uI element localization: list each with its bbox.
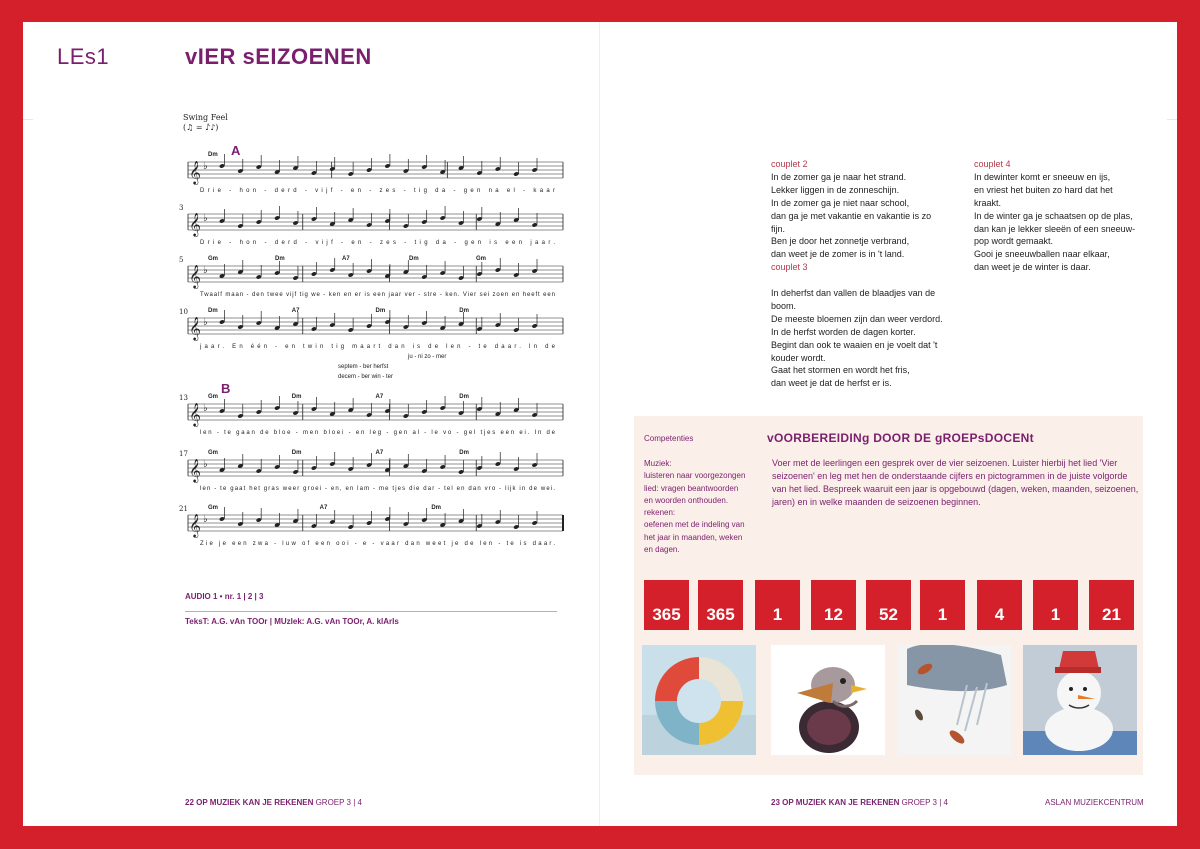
snowman-pictogram [1023,645,1137,755]
footer-group: GROEP 3 | 4 [901,798,948,807]
lyric-line: Ben je door het zonnetje verbrand, [771,236,910,247]
page-title: vIER sEIZOENEN [185,44,372,69]
chord-symbol: Dm [275,256,285,262]
treble-clef-icon: 𝄞 [189,160,201,184]
flat-sign-icon: ♭ [203,317,208,328]
tempo-marking-rhythm: (♫ = ♪̇♪) [183,123,219,132]
section-label-b: B [221,381,231,396]
measure-number: 3 [179,204,184,212]
chord-symbol: Dm [208,308,218,314]
number-card [1089,580,1134,630]
couplet-4-label: couplet 4 [974,159,1011,169]
chord-symbol: Dm [208,152,218,158]
lyric-line: In de zomer ga je naar het strand. [771,171,907,182]
chord-symbol: Dm [459,450,469,456]
audio-reference: AUDIO 1 • nr. 1 | 2 | 3 [185,592,264,601]
flat-sign-icon: ♭ [203,213,208,224]
song-credits: TeksT: A.G. vAn TOOr | MUzIek: A.G. vAn TOOr, A. klArIs [185,617,399,626]
lyric-line-alt: decem - ber win - ter [338,374,394,380]
chord-symbol: Gm [208,256,219,262]
treble-clef-icon: 𝄞 [189,513,201,537]
chord-symbol: Gm [208,394,219,400]
chord-symbol: Gm [208,450,219,456]
footer-group: GROEP 3 | 4 [315,798,362,807]
lyric-line: Lekker liggen in de zonneschijn. [771,184,900,195]
number-card [811,580,856,630]
lyric-line: dan ga je met vakantie en vakantie is zo [771,210,932,221]
number-card-value: 365 [652,605,681,624]
preparation-text: Voer met de leerlingen een gesprek over de vier seizoenen. Luister hierbij het lied 'Vier seizoenen' en leg met hen de onderstaande cijfers en pictogrammen in de juiste volgorde van het lied. Bespreek waaruit een jaar is opgebouwd (dagen, weken, maanden, seizoenen, jaren) en in welke maanden de seizoenen beginnen. [772,458,1139,507]
tempo-marking: Swing Feel [183,113,228,122]
footer-right [771,798,948,807]
number-card [866,580,911,630]
measure-number: 17 [179,450,188,458]
book-spread [23,22,1177,826]
treble-clef-icon: 𝄞 [189,316,201,340]
treble-clef-icon: 𝄞 [189,402,201,426]
lyric-line: Drie - hon - derd - vijf - en - zes - tig da - gen na el - kaar [200,188,556,194]
lyric-line: Gaat het stormen en wordt het fris, [771,365,910,376]
chord-symbol: Gm [208,505,219,511]
lyrics-column-1 [771,158,951,390]
treble-clef-icon: 𝄞 [189,458,201,482]
number-card-value: 12 [824,605,843,624]
measure-number: 5 [179,256,184,264]
footer-page-number: 22 [185,798,194,807]
footer-book-title: OP MUZIEK KAN JE REKENEN [782,798,900,807]
lyric-line: dan kan je lekker sleeën of een sneeuw- [974,223,1136,234]
flat-sign-icon: ♭ [203,514,208,525]
chord-symbol: Dm [291,450,302,456]
lyric-line: kraakt. [974,197,1002,208]
lyric-line: De meeste bloemen zijn dan weer verdord. [771,313,943,324]
lyric-line: len - te gaat het gras weer groei - en, en lam - me tjes die dar - tel en dan vro - lijk in de wei. [200,486,555,492]
number-card [644,580,689,630]
flat-sign-icon: ♭ [203,459,208,470]
lyric-line: boom. [771,300,797,311]
lyric-line: fijn. [771,223,786,234]
seasons-wheel-pictogram [642,645,756,755]
lyric-line: Gooi je sneeuwballen naar elkaar, [974,249,1110,260]
chord-symbol: Gm [476,256,487,262]
lyric-line: dan weet je de winter is daar. [974,262,1091,273]
preparation-title: vOORBEREIDINg DOOR DE gROEPsDOCENt [767,431,1034,445]
competency-line: Muziek: [644,459,672,468]
bird-pictogram [771,645,885,755]
footer-page-number: 23 [771,798,780,807]
flat-sign-icon: ♭ [203,161,208,172]
section-label-a: A [231,143,241,158]
competency-line: luisteren naar voorgezongen [644,471,746,481]
crop-mark [23,119,33,120]
chord-symbol: Dm [291,394,302,400]
lyric-line: Twaalf maan - den twee vijf tig we - ken en er is een jaar ver - stre - ken. Vier sei zoen en heeft een [200,292,555,298]
footer-left [185,798,362,807]
chord-symbol: A7 [375,450,384,456]
lyric-line: In deherfst dan vallen de blaadjes van de [771,288,936,299]
number-card-value: 4 [994,605,1005,624]
lyric-line: In de herfst worden de dagen korter. [771,326,916,337]
competencies-heading: Competenties [644,434,694,443]
competency-line: rekenen: [644,508,676,518]
competency-line: lied: vragen beantwoorden [644,483,739,493]
number-card-value: 21 [1102,605,1121,624]
footer-book-title: OP MUZIEK KAN JE REKENEN [196,798,314,807]
chord-symbol: Dm [375,308,386,314]
competency-line: en dagen. [644,545,680,555]
number-card-value: 1 [937,605,948,624]
lyric-line-alt: ju - ni zo - mer [408,354,447,360]
autumn-storm-pictogram [897,645,1011,755]
chord-symbol: A7 [319,505,328,511]
lyric-line: In dewinter komt er sneeuw en ijs, [974,171,1111,182]
competency-line: het jaar in maanden, weken [644,532,743,542]
lyric-line: kouder wordt. [771,352,826,363]
chord-symbol: Dm [409,256,419,262]
couplet-2-label: couplet 2 [771,159,808,169]
divider [185,611,557,612]
number-card [977,580,1022,630]
lyric-line: en vriest het buiten zo hard dat het [974,184,1113,195]
lyric-line-alt: septem - ber herfst [338,364,389,370]
lyric-line: pop wordt gemaakt. [974,236,1054,247]
lyric-line: Drie - hon - derd - vijf - en - zes - tig da - gen is een jaar. [200,240,555,246]
lyric-line: dan weet je dat de herfst er is. [771,378,892,389]
treble-clef-icon: 𝄞 [189,212,201,236]
lyrics-column-2 [974,158,1154,274]
flat-sign-icon: ♭ [203,403,208,414]
lyric-line: jaar. En één - en twin tig maart dan is de len - te daar. In de [200,344,556,350]
lyric-line: len - te gaan de bloe - men bloei - en leg - gen al - le vo - gel tjes een ei. In de [200,430,555,436]
competency-line: en woorden onthouden. [644,495,729,505]
page-gutter [599,22,600,826]
publisher-name: ASLAN MUZIEKCENTRUM [1045,798,1144,807]
measure-number: 21 [179,505,188,513]
chord-symbol: A7 [342,256,350,262]
lyric-line: Zie je een zwa - luw of een ooi - e - vaar dan weet je de len - te is daar. [200,541,555,547]
chord-symbol: Dm [459,308,469,314]
couplet-3-label: couplet 3 [771,262,808,273]
number-card [755,580,800,630]
measure-number: 13 [179,394,188,402]
lyric-line [771,274,951,287]
lyric-line: In de zomer ga je niet naar school, [771,197,910,208]
flat-sign-icon: ♭ [203,265,208,276]
treble-clef-icon: 𝄞 [189,264,201,288]
number-card-value: 1 [772,605,783,624]
competencies-list [644,458,754,556]
measure-number: 10 [179,308,188,316]
lesson-number: LEs1 [57,44,110,69]
chord-symbol: A7 [375,394,384,400]
competency-line: oefenen met de indeling van [644,520,745,530]
number-card-value: 52 [879,605,898,624]
number-card [920,580,965,630]
sheet-music [178,110,568,590]
number-card [1033,580,1078,630]
chord-symbol: Dm [459,394,469,400]
lyric-line: Begint dan ook te waaien en je voelt dat 't [771,339,938,350]
chord-symbol: A7 [291,308,300,314]
preparation-panel [634,416,1143,775]
number-card [698,580,743,630]
lyric-line: dan weet je de zomer is in 't land. [771,249,905,260]
chord-symbol: Dm [431,505,442,511]
lyric-line: In de winter ga je schaatsen op de plas, [974,210,1133,221]
number-card-value: 365 [706,605,735,624]
crop-mark [1167,119,1177,120]
number-card-value: 1 [1050,605,1061,624]
